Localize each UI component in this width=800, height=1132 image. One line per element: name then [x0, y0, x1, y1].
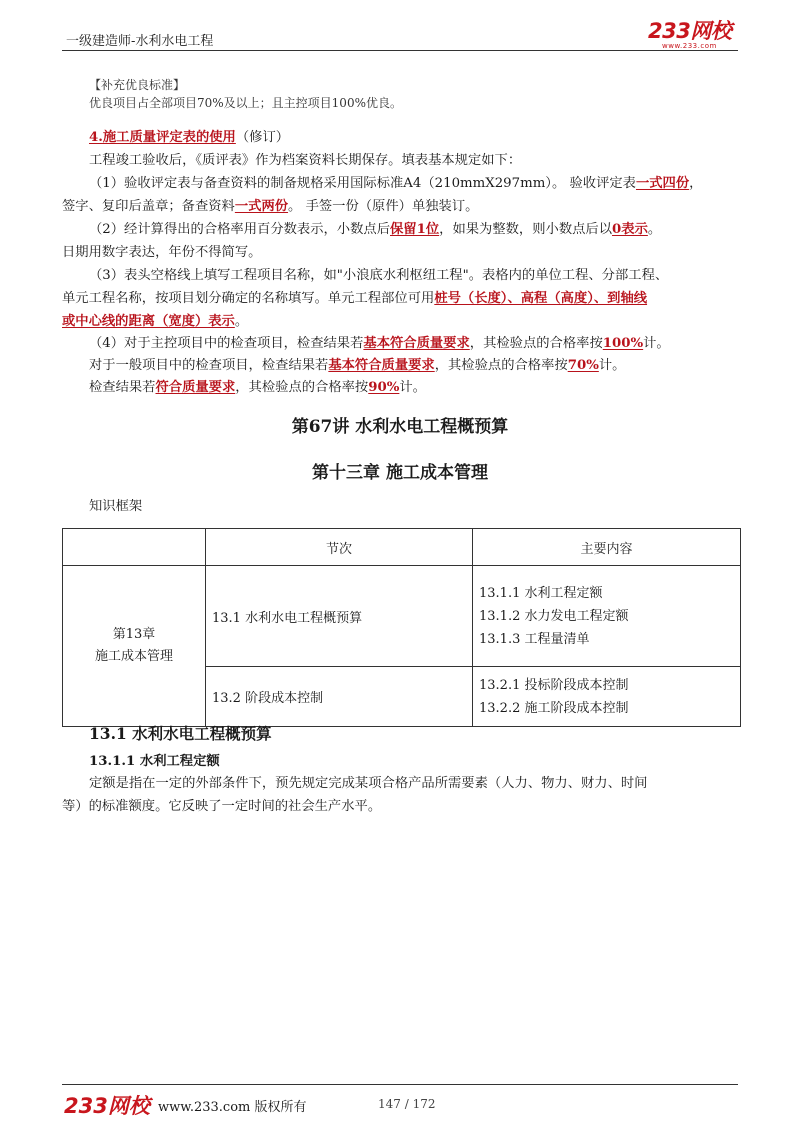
section4-title — [89, 128, 289, 148]
table-row — [63, 566, 741, 667]
para-5 — [89, 356, 625, 376]
header-divider — [62, 50, 738, 51]
section-13-1-1-title: 13.1.1 水利工程定额 — [89, 754, 220, 769]
highlight-span: 保留1位 — [390, 222, 440, 237]
para-6 — [89, 378, 426, 398]
footer-divider — [62, 1084, 738, 1085]
text-span: ，如果为整数，则小数点后以 — [439, 222, 613, 237]
table-content-cell — [473, 667, 741, 727]
para-2-line-1 — [89, 220, 661, 240]
text-span: 检查结果若 — [89, 380, 156, 395]
table-header-content: 主要内容 — [473, 529, 741, 566]
text-span: 对于一般项目中的检查项目，检查结果若 — [89, 358, 329, 373]
section4-intro: 工程竣工验收后，《质评表》作为档案资料长期保存。填表基本规定如下： — [89, 153, 522, 168]
brand-logo[interactable] — [648, 20, 738, 50]
highlight-span: 70% — [567, 358, 599, 373]
table-header-section: 节次 — [206, 529, 473, 566]
lecture-title: 第67讲 水利水电工程概预算 — [291, 417, 509, 437]
para-4 — [89, 334, 670, 354]
highlight-span: 基本符合质量要求 — [363, 336, 470, 351]
para-3-line-2 — [62, 289, 647, 309]
framework-label: 知识框架 — [89, 499, 143, 514]
content-item: 13.1.2 水力发电工程定额 — [479, 608, 629, 624]
supplement-heading: 【补充优良标准】 — [89, 78, 186, 92]
table-section-cell: 13.2 阶段成本控制 — [206, 667, 473, 727]
supplement-text: 优良项目占全部项目70%及以上；且主控项目100%优良。 — [89, 96, 402, 110]
para-2-line-2: 日期用数字表达，年份不得简写。 — [62, 245, 262, 260]
chapter-cell-line-1: 第13章 — [112, 627, 156, 642]
text-span: 单元工程名称，按项目划分确定的名称填写。单元工程部位可用 — [62, 291, 435, 306]
table-section-cell: 13.1 水利水电工程概预算 — [206, 566, 473, 667]
text-span: ，其检验点的合格率按 — [469, 336, 603, 351]
header-title: 一级建造师-水利水电工程 — [66, 34, 214, 49]
highlight-span: 一式四份 — [635, 176, 690, 191]
para-1-line-2 — [62, 197, 478, 217]
text-span: 计。 — [399, 380, 426, 395]
logo-subtext: www.233.com — [662, 42, 717, 50]
content-item: 13.2.1 投标阶段成本控制 — [479, 677, 629, 693]
table-header-empty — [63, 529, 206, 566]
table-chapter-cell — [63, 566, 206, 727]
highlight-span: 100% — [602, 336, 644, 351]
text-span: 签字、复印后盖章；备查资料 — [62, 199, 235, 214]
text-span: ，其检验点的合格率按 — [434, 358, 568, 373]
highlight-span: 0表示 — [612, 222, 648, 237]
section4-title-suffix: （修订） — [235, 130, 290, 145]
section4-title-link[interactable]: 4.施工质量评定表的使用 — [89, 130, 236, 145]
highlight-span: 符合质量要求 — [155, 380, 236, 395]
highlight-span: 桩号（长度）、高程（高度）、到轴线 — [434, 291, 648, 306]
para-3-line-3 — [62, 312, 248, 332]
footer-logo[interactable]: 233网校 — [64, 1094, 150, 1118]
highlight-span: 一式两份 — [234, 199, 289, 214]
chapter-title: 第十三章 施工成本管理 — [312, 463, 488, 483]
text-span: 。 手签一份（原件）单独装订。 — [288, 199, 479, 214]
section-13-1-title: 13.1 水利水电工程概预算 — [89, 724, 272, 743]
text-span: 计。 — [643, 336, 670, 351]
knowledge-framework-table — [62, 528, 741, 727]
highlight-span: 或中心线的距离（宽度）表示 — [62, 314, 235, 329]
content-item: 13.1.1 水利工程定额 — [479, 585, 603, 601]
content-item: 13.2.2 施工阶段成本控制 — [479, 700, 629, 716]
table-content-cell — [473, 566, 741, 667]
footer-copyright: www.233.com 版权所有 — [158, 1100, 307, 1115]
chapter-cell-line-2: 施工成本管理 — [94, 649, 173, 664]
text-span: ， — [689, 176, 703, 191]
logo-text: 233网校 — [648, 19, 732, 43]
para-3-line-1: （3）表头空格线上填写工程项目名称，如"小浪底水利枢纽工程"。表格内的单位工程、分部工程、 — [89, 268, 669, 283]
text-span: （4）对于主控项目中的检查项目，检查结果若 — [89, 336, 364, 351]
text-span: 。 — [647, 222, 662, 237]
text-span: ，其检验点的合格率按 — [235, 380, 369, 395]
definition-line-2: 等）的标准额度。它反映了一定时间的社会生产水平。 — [62, 799, 382, 814]
content-item: 13.1.3 工程量清单 — [479, 631, 590, 647]
para-1-line-1 — [89, 174, 702, 194]
highlight-span: 基本符合质量要求 — [328, 358, 435, 373]
table-header-row — [63, 529, 741, 566]
text-span: （1）验收评定表与备查资料的制备规格采用国际标准A4（210mmX297mm）。 验收评定表 — [89, 176, 636, 191]
text-span: 计。 — [598, 358, 626, 373]
text-span: （2）经计算得出的合格率用百分数表示，小数点后 — [89, 222, 390, 237]
page-number: 147 / 172 — [378, 1097, 436, 1111]
definition-line-1: 定额是指在一定的外部条件下，预先规定完成某项合格产品所需要素（人力、物力、财力、时间 — [89, 776, 648, 791]
text-span: 。 — [234, 314, 249, 329]
highlight-span: 90% — [368, 380, 400, 395]
